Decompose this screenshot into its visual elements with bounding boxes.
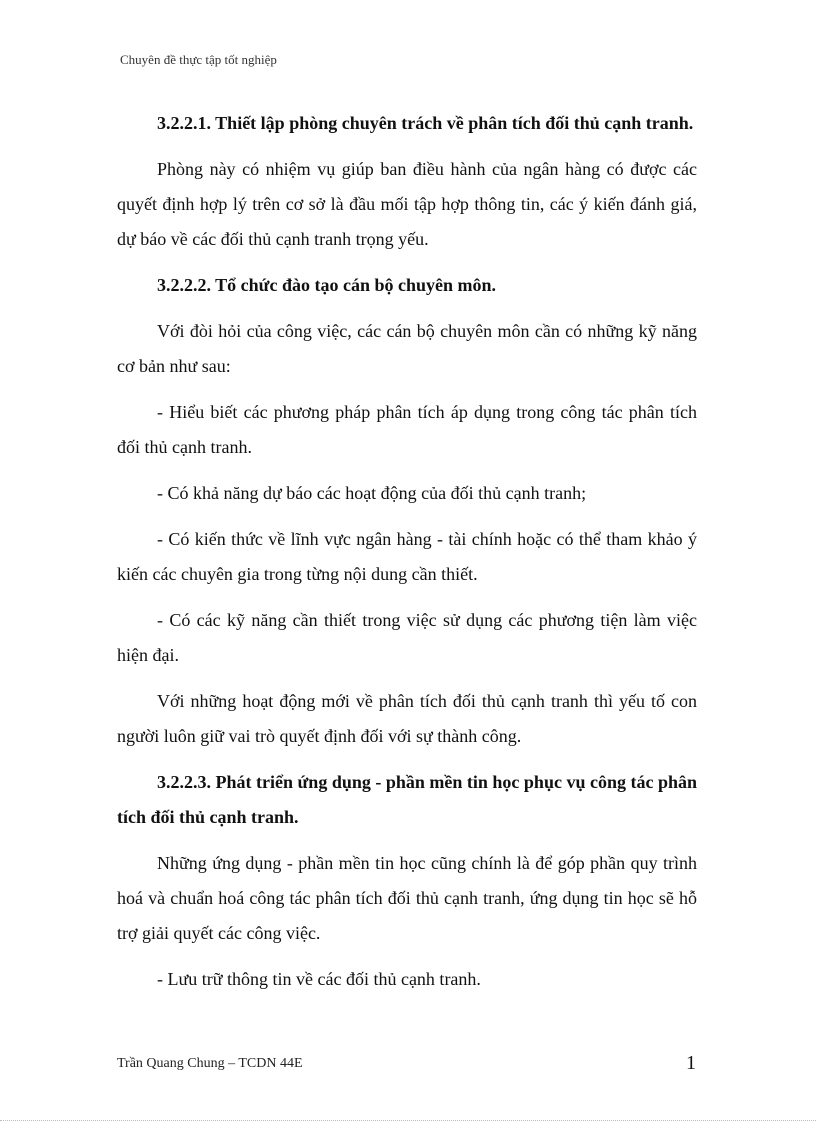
paragraph: Với những hoạt động mới về phân tích đối thủ cạnh tranh thì yếu tố con người luôn giữ vai trò quyết định đối với sự thành công.: [117, 691, 697, 746]
page-header: Chuyên đề thực tập tốt nghiệp: [120, 52, 277, 67]
footer-author: Trần Quang Chung – TCDN 44E: [117, 1056, 303, 1071]
document-body: [117, 106, 697, 1008]
list-item: - Có khả năng dự báo các hoạt động của đối thủ cạnh tranh;: [157, 483, 587, 503]
paragraph: Với đòi hỏi của công việc, các cán bộ chuyên môn cần có những kỹ năng cơ bản như sau:: [117, 321, 697, 376]
page-number: 1: [686, 1052, 696, 1074]
list-item: - Lưu trữ thông tin về các đối thủ cạnh tranh.: [157, 969, 481, 989]
list-item: - Hiểu biết các phương pháp phân tích áp dụng trong công tác phân tích đối thủ cạnh tranh.: [117, 402, 697, 457]
section-heading: 3.2.2.2. Tổ chức đào tạo cán bộ chuyên môn.: [157, 275, 497, 295]
section-heading: 3.2.2.1. Thiết lập phòng chuyên trách về phân tích đối thủ cạnh tranh.: [157, 113, 694, 133]
paragraph: Những ứng dụng - phần mền tin học cũng chính là để góp phần quy trình hoá và chuẩn hoá công tác phân tích đối thủ cạnh tranh, ứng dụng tin học sẽ hỗ trợ giải quyết các công việc.: [117, 853, 697, 943]
list-item: - Có kiến thức về lĩnh vực ngân hàng - tài chính hoặc có thể tham khảo ý kiến các chuyên gia trong từng nội dung cần thiết.: [117, 529, 697, 584]
list-item: - Có các kỹ năng cần thiết trong việc sử dụng các phương tiện làm việc hiện đại.: [117, 610, 697, 665]
paragraph: Phòng này có nhiệm vụ giúp ban điều hành của ngân hàng có được các quyết định hợp lý trên cơ sở là đầu mối tập hợp thông tin, các ý kiến đánh giá, dự báo về các đối thủ cạnh tranh trọng yếu.: [117, 159, 697, 249]
page-bottom-divider: [0, 1120, 816, 1122]
section-heading: 3.2.2.3. Phát triển ứng dụng - phần mền tin học phục vụ công tác phân tích đối thủ cạnh tranh.: [117, 772, 697, 827]
